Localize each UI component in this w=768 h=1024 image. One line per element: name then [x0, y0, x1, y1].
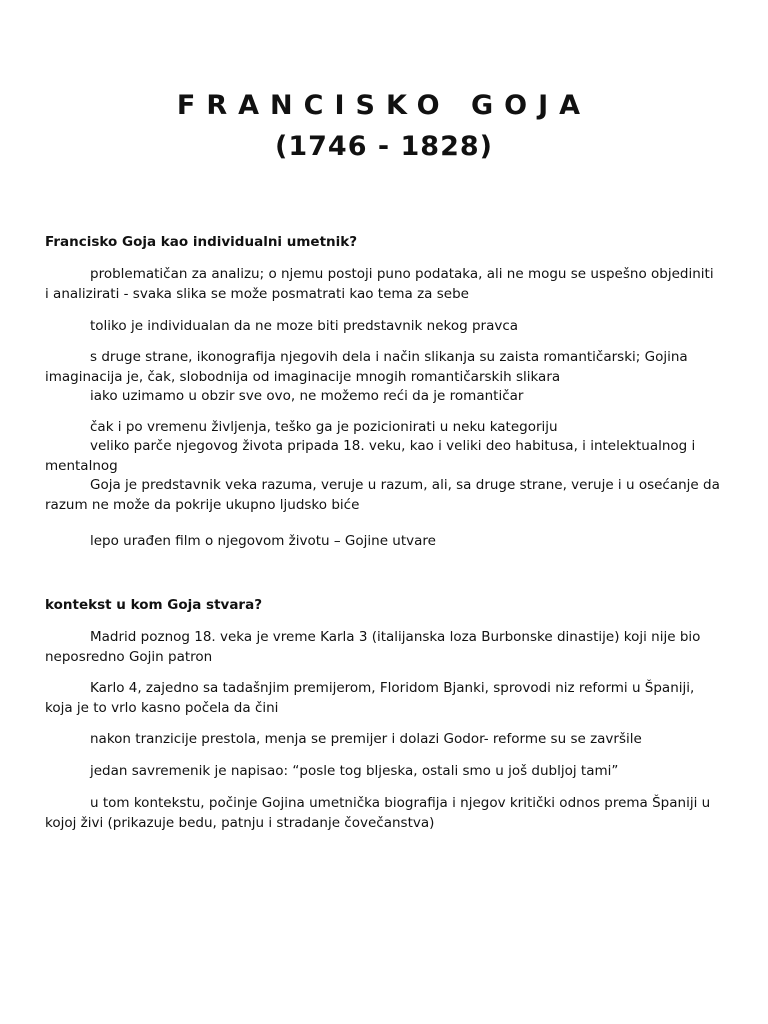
paragraph: Goja je predstavnik veka razuma, veruje u razum, ali, sa druge strane, veruje i u osećanje da razum ne može da pokrije ukupno ljudsko biće	[45, 477, 720, 513]
paragraph: problematičan za analizu; o njemu postoji puno podataka, ali ne mogu se uspešno objediniti i analizirati - svaka slika se može posmatrati kao tema za sebe	[45, 266, 714, 302]
section-heading-individualni-umetnik: Francisko Goja kao individualni umetnik?	[45, 234, 358, 250]
paragraph: s druge strane, ikonografija njegovih dela i način slikanja su zaista romantičarski; Gojina imaginacija je, čak, slobodnija od imaginacije mnogih romantičarskih slikara	[45, 349, 688, 385]
document-title: FRANCISKO GOJA	[176, 90, 592, 121]
paragraph: čak i po vremenu življenja, teško ga je pozicionirati u neku kategoriju	[90, 419, 558, 435]
paragraph: toliko je individualan da ne moze biti predstavnik nekog pravca	[90, 318, 519, 334]
document-title-years: (1746 - 1828)	[275, 131, 493, 162]
paragraph: u tom kontekstu, počinje Gojina umetnička biografija i njegov kritički odnos prema Španiji u kojoj živi (prikazuje bedu, patnju i stradanje čovečanstva)	[45, 795, 711, 831]
paragraph: Karlo 4, zajedno sa tadašnjim premijerom, Floridom Bjanki, sprovodi niz reformi u Španiji, koja je to vrlo kasno počela da čini	[45, 680, 695, 716]
paragraph: jedan savremenik je napisao: “posle tog bljeska, ostali smo u još dubljoj tami”	[90, 763, 619, 779]
paragraph: iako uzimamo u obzir sve ovo, ne možemo reći da je romantičar	[90, 388, 524, 404]
section-heading-kontekst: kontekst u kom Goja stvara?	[45, 597, 263, 613]
paragraph: nakon tranzicije prestola, menja se premijer i dolazi Godor- reforme su se završile	[90, 731, 642, 747]
paragraph: Madrid poznog 18. veka je vreme Karla 3 (italijanska loza Burbonske dinastije) koji nije bio neposredno Gojin patron	[45, 629, 701, 665]
paragraph: veliko parče njegovog života pripada 18. veku, kao i veliki deo habitusa, i intelektualnog i mentalnog	[45, 438, 696, 474]
paragraph: lepo urađen film o njegovom životu – Gojine utvare	[90, 533, 436, 549]
